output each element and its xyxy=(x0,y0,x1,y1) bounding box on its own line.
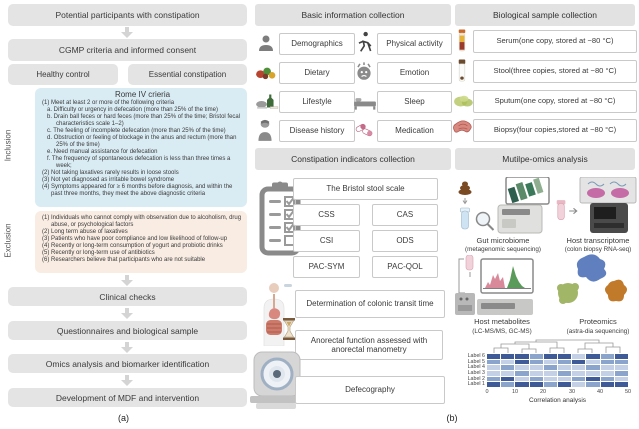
x-axis-tick: 30 xyxy=(568,389,576,395)
heatmap-cell xyxy=(487,360,500,365)
basic-info-item-disease-history: Disease history xyxy=(279,120,355,142)
flow-box-questionnaires-sample: Questionnaires and biological sample xyxy=(8,321,247,340)
omics-method-name: Proteomics xyxy=(579,317,617,326)
flow-box-mdf-intervention: Development of MDF and intervention xyxy=(8,388,247,407)
bed-icon xyxy=(353,94,377,110)
heatmap-cell xyxy=(558,360,571,365)
heatmap-cell xyxy=(558,382,571,387)
heatmap-cell xyxy=(601,371,614,376)
pills-icon xyxy=(353,120,375,138)
indicator-pac-qol: PAC-QOL xyxy=(372,256,438,278)
stool-tube-icon xyxy=(456,59,468,83)
heatmap-cell xyxy=(558,377,571,382)
biopsy-icon xyxy=(452,117,474,139)
down-arrow-icon xyxy=(121,342,133,353)
inclusion-line: (2) Not taking laxatives rarely results in loose stools xyxy=(42,170,179,177)
heatmap-cell xyxy=(530,360,543,365)
x-axis-label: Correlation analysis xyxy=(528,397,587,404)
omics-method-name: Gut microbiome xyxy=(476,236,530,245)
heatmap-cell xyxy=(501,354,514,359)
heatmap-cell xyxy=(515,365,528,370)
basic-info-item-physical-activity: Physical activity xyxy=(377,33,452,55)
heatmap-cell xyxy=(572,360,585,365)
indicator-cas: CAS xyxy=(372,204,438,226)
dendrogram xyxy=(487,339,628,353)
person-icon xyxy=(255,33,277,53)
heatmap-cell xyxy=(501,365,514,370)
heatmap-cell xyxy=(530,371,543,376)
indicator-bristol-scale: The Bristol stool scale xyxy=(293,178,438,200)
heatmap-row-label: Label 3 xyxy=(467,370,485,377)
sputum-icon xyxy=(453,93,475,109)
flow-box-clinical-checks: Clinical checks xyxy=(8,287,247,306)
test-colonic-transit-time: Determination of colonic transit time xyxy=(295,290,445,318)
heatmap-cell xyxy=(572,354,585,359)
basic-info-header: Basic information collection xyxy=(255,4,451,26)
x-axis-tick: 10 xyxy=(511,389,519,395)
heatmap-cell xyxy=(615,382,628,387)
emotion-icon xyxy=(353,60,375,82)
x-axis-tick: 50 xyxy=(624,389,632,395)
heatmap-cell xyxy=(530,377,543,382)
indicator-pac-sym: PAC-SYM xyxy=(293,256,360,278)
heatmap-cell xyxy=(572,371,585,376)
indicator-ods: ODS xyxy=(372,230,438,252)
down-arrow-icon xyxy=(121,275,133,286)
heatmap-cell xyxy=(530,354,543,359)
exclusion-criteria-box xyxy=(35,211,247,273)
inclusion-line: d. Obstruction or feeling of blockage in the anus and rectum (more than 25% of the time) xyxy=(47,135,237,149)
exclusion-line: (6) Researchers believe that participants who are not suitable xyxy=(42,257,206,264)
omics-method-detail: (LC-MS/MS, GC-MS) xyxy=(472,328,532,335)
heatmap-cell xyxy=(601,377,614,382)
heatmap-cell xyxy=(586,354,599,359)
inclusion-line: a. Difficulty or urgency in defecation (more than 25% of the time) xyxy=(47,107,218,114)
heatmap-cell xyxy=(558,365,571,370)
heatmap-cell xyxy=(487,371,500,376)
basic-info-item-sleep: Sleep xyxy=(377,91,452,113)
heatmap-cell xyxy=(586,371,599,376)
omics-header: Mutilpe-omics analysis xyxy=(455,148,635,170)
serum-tube-icon xyxy=(456,29,468,53)
indicator-csi: CSI xyxy=(293,230,360,252)
heatmap-cell xyxy=(586,377,599,382)
heatmap-cell xyxy=(501,371,514,376)
basic-info-item-demographics: Demographics xyxy=(279,33,355,55)
inclusion-title: Rome IV crieria xyxy=(114,90,171,99)
omics-method-name: Host metabolites xyxy=(474,317,530,326)
heatmap-row-label: Label 1 xyxy=(467,381,485,388)
heatmap-cell xyxy=(544,377,557,382)
heatmap-cell xyxy=(515,371,528,376)
heatmap-cell xyxy=(601,365,614,370)
heatmap-cell xyxy=(501,382,514,387)
lifestyle-icon xyxy=(255,92,279,110)
test-defecography: Defecography xyxy=(295,376,445,404)
heatmap-row-label: Label 4 xyxy=(467,364,485,371)
heatmap-cell xyxy=(586,360,599,365)
mass-spectrometer-icon xyxy=(455,255,543,315)
heatmap-cell xyxy=(572,377,585,382)
heatmap-cell xyxy=(586,365,599,370)
heatmap-row-label: Label 2 xyxy=(467,375,485,382)
heatmap-cell xyxy=(515,354,528,359)
basic-info-item-emotion: Emotion xyxy=(377,62,452,84)
protein-blobs-icon xyxy=(556,252,632,312)
down-arrow-icon xyxy=(121,308,133,319)
heatmap-cell xyxy=(487,354,500,359)
heatmap-row-label: Label 6 xyxy=(467,353,485,359)
heatmap-cell xyxy=(615,371,628,376)
patient-icon xyxy=(255,118,275,142)
omics-method-detail: (colon biopsy RNA-seq) xyxy=(564,246,632,253)
heatmap-cell xyxy=(487,382,500,387)
omics-method-name: Host transcriptome xyxy=(566,236,630,245)
heatmap-cell xyxy=(572,365,585,370)
heatmap-cell xyxy=(515,382,528,387)
heatmap-cell xyxy=(601,354,614,359)
exclusion-line: (3) Patients who have poor compliance and low likelihood of follow-up xyxy=(42,236,228,243)
down-arrow-icon xyxy=(121,27,133,38)
exclusion-line: (1) Individuals who cannot comply with observation due to alcoholism, drug abuse, or psychological factors xyxy=(42,215,242,229)
panel-b-label: (b) xyxy=(446,413,458,423)
sequencer-icon xyxy=(494,177,550,235)
heatmap-cell xyxy=(615,365,628,370)
heatmap-cell xyxy=(558,354,571,359)
heatmap-cell xyxy=(501,377,514,382)
down-arrow-icon xyxy=(121,375,133,386)
biosample-sputum: Sputum(one copy, stored at −80 °C) xyxy=(473,90,637,113)
indicators-header: Constipation indicators collection xyxy=(255,148,451,170)
inclusion-line: f. The frequency of spontaneous defecation is less than three times a week; xyxy=(47,156,231,170)
heatmap-cell xyxy=(544,360,557,365)
inclusion-side-label: Inclusion xyxy=(3,129,13,162)
x-axis-tick: 20 xyxy=(539,389,547,395)
heatmap-row-labels xyxy=(450,354,485,388)
heatmap-cell xyxy=(530,382,543,387)
heatmap-grid xyxy=(487,354,628,387)
basic-info-item-dietary: Dietary xyxy=(279,62,355,84)
heatmap-cell xyxy=(572,382,585,387)
x-axis-tick: 0 xyxy=(485,389,489,395)
heatmap-row-label: Label 5 xyxy=(467,358,485,365)
heatmap-cell xyxy=(487,365,500,370)
panel-a-label: (a) xyxy=(118,413,129,423)
heatmap-cell xyxy=(601,382,614,387)
exclusion-line: (4) Recently or long-term consumption of yogurt and probiotic drinks xyxy=(42,243,223,250)
test-anorectal-manometry: Anorectal function assessed with anorectal manometry xyxy=(295,330,443,360)
branch-box-healthy-control: Healthy control xyxy=(8,64,118,85)
basic-info-item-lifestyle: Lifestyle xyxy=(279,91,355,113)
heatmap-cell xyxy=(544,382,557,387)
biosample-header: Biological sample collection xyxy=(455,4,635,26)
indicator-css: CSS xyxy=(293,204,360,226)
heatmap-cell xyxy=(515,377,528,382)
heatmap-cell xyxy=(558,371,571,376)
food-icon xyxy=(255,64,277,80)
biosample-stool: Stool(three copies, stored at −80 °C) xyxy=(473,60,637,83)
stool-sample-prep-icon xyxy=(456,178,496,234)
heatmap-cell xyxy=(615,354,628,359)
exclusion-line: (2) Long term abuse of laxatives xyxy=(42,229,128,236)
heatmap-cell xyxy=(544,354,557,359)
heatmap-cell xyxy=(544,371,557,376)
heatmap-cell xyxy=(544,365,557,370)
flow-box-cgmp-consent: CGMP criteria and informed consent xyxy=(8,39,247,61)
exclusion-side-label: Exclusion xyxy=(3,223,13,258)
runner-icon xyxy=(353,31,375,53)
flow-box-potential-participants: Potential participants with constipation xyxy=(8,4,247,26)
heatmap-cell xyxy=(615,360,628,365)
x-axis-tick: 40 xyxy=(596,389,604,395)
inclusion-line: c. The feeling of incomplete defecation (more than 25% of the time) xyxy=(47,128,226,135)
omics-method-detail: (astra-dia sequencing) xyxy=(566,328,630,335)
inclusion-criteria-box xyxy=(35,88,247,207)
inclusion-line: b. Drain ball feces or hard feces (more than 25% of the time; Bristol fecal characteristics scale 1–2) xyxy=(47,114,241,128)
inclusion-line: e. Need manual assistance for defecation xyxy=(47,149,158,156)
flow-box-omics-biomarker: Omics analysis and biomarker identification xyxy=(8,354,247,373)
heatmap-cell xyxy=(586,382,599,387)
biosample-biopsy: Biopsy(four copies,stored at −80 °C) xyxy=(473,119,637,142)
heatmap-cell xyxy=(530,365,543,370)
inclusion-line: (3) Not yet diagnosed as irritable bowel syndrome xyxy=(42,177,175,184)
heatmap-cell xyxy=(615,377,628,382)
heatmap-cell xyxy=(601,360,614,365)
heatmap-cell xyxy=(515,360,528,365)
basic-info-item-medication: Medication xyxy=(377,120,452,142)
heatmap-cell xyxy=(487,377,500,382)
dark-sequencer-icon xyxy=(576,177,638,235)
hourglass-icon xyxy=(282,318,296,340)
exclusion-line: (5) Recently or long-term use of antibiotics xyxy=(42,250,155,257)
omics-method-detail: (metagenomic sequencing) xyxy=(465,246,541,253)
branch-box-essential-constipation: Essential constipation xyxy=(128,64,247,85)
inclusion-line: (4) Symptoms appeared for ≥ 6 months before diagnosis, and within the past three months, they meet the above diagnostic criteria xyxy=(42,184,233,198)
heatmap-cell xyxy=(501,360,514,365)
inclusion-line: (1) Meet at least 2 or more of the following criteria xyxy=(42,100,175,106)
biosample-serum: Serum(one copy, stored at −80 °C) xyxy=(473,30,637,53)
